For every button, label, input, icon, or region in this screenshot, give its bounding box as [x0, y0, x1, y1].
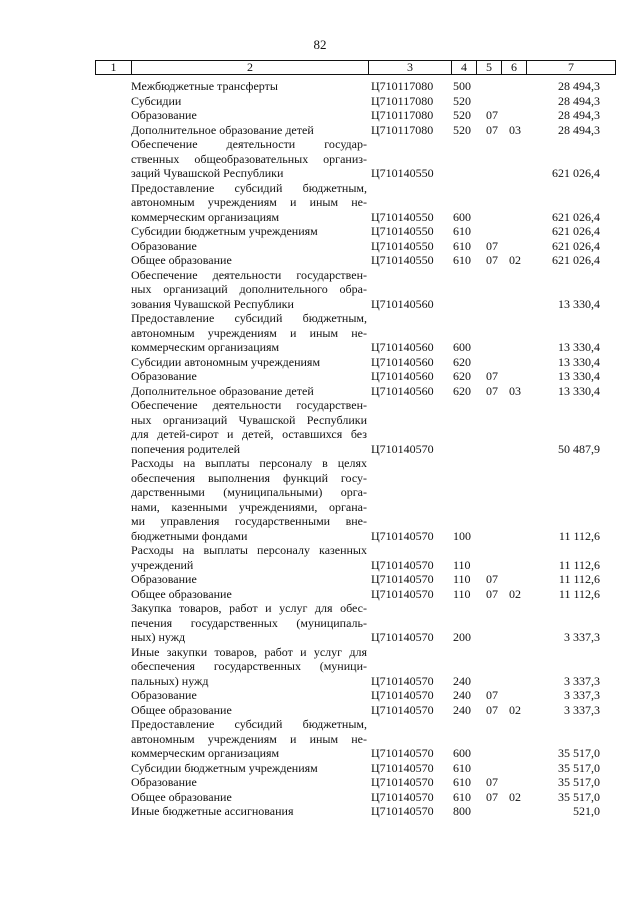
row-name-line: заций Чувашской Республики: [131, 166, 284, 180]
row-code: Ц710140570: [371, 746, 434, 760]
row-expense-type: 620: [453, 354, 471, 369]
table-row: [0, 369, 640, 384]
row-expense-type: 520: [453, 122, 471, 137]
row-name: [131, 398, 367, 456]
row-name-line: Образование: [131, 108, 197, 122]
header-col-4: 4: [451, 61, 476, 74]
header-col-3: 3: [368, 61, 451, 74]
row-name-line: коммерческим организациям: [131, 746, 280, 760]
row-name: [131, 369, 367, 384]
row-code: Ц710140570: [371, 688, 434, 702]
row-name: [131, 311, 367, 355]
row-name-line: Образование: [131, 238, 197, 253]
row-subsection: 02: [509, 789, 521, 804]
row-section: 07: [486, 789, 498, 804]
row-amount: 11 112,6: [558, 572, 600, 586]
table-row: [0, 775, 640, 790]
row-amount: 3 337,3: [564, 673, 600, 688]
row-expense-type: 520: [453, 108, 471, 122]
row-name-line: Образование: [131, 369, 197, 383]
row-section: 07: [486, 775, 498, 789]
table-row: [0, 311, 640, 355]
row-expense-type: 610: [453, 789, 471, 804]
row-amount: 13 330,4: [558, 354, 600, 369]
row-code: Ц710140560: [371, 354, 434, 369]
row-amount: 13 330,4: [558, 369, 600, 383]
row-expense-type: 610: [453, 253, 471, 267]
row-amount: 621 026,4: [552, 166, 600, 180]
row-name: [131, 355, 367, 370]
row-name-line: бюджетными фондами: [131, 528, 248, 543]
table-row: [0, 790, 640, 805]
table-row: [0, 645, 640, 689]
row-code: Ц710117080: [371, 79, 434, 93]
table-row: [0, 123, 640, 138]
row-name: [131, 645, 367, 689]
row-name: [131, 253, 367, 268]
row-subsection: 02: [509, 253, 521, 267]
row-amount: 35 517,0: [558, 789, 600, 804]
header-col-6: 6: [501, 61, 526, 74]
row-name: [131, 804, 367, 819]
row-section: 07: [486, 702, 498, 717]
row-amount: 28 494,3: [558, 93, 600, 108]
row-code: Ц710140560: [371, 369, 434, 383]
row-name-line: печения государственных (муниципаль-: [131, 615, 367, 630]
row-name: [131, 79, 367, 94]
row-amount: 621 026,4: [552, 238, 600, 253]
row-name-line: попечения родителей: [131, 441, 241, 456]
table-row: [0, 137, 640, 181]
row-name: [131, 181, 367, 225]
row-code: Ц710140570: [371, 572, 434, 586]
row-expense-type: 110: [453, 557, 471, 572]
row-expense-type: 600: [453, 209, 471, 224]
row-amount: 621 026,4: [552, 224, 600, 238]
row-subsection: 02: [509, 586, 521, 601]
row-name-line: автономным учреждениям и иным не-: [131, 195, 367, 209]
row-name-line: коммерческим организациям: [131, 209, 280, 224]
row-name-line: пальных) нужд: [131, 673, 209, 688]
table-row: [0, 804, 640, 819]
row-section: 07: [486, 253, 498, 267]
table-row: [0, 384, 640, 399]
row-name: [131, 587, 367, 602]
row-code: Ц710140570: [371, 789, 434, 804]
budget-table-body: [0, 79, 640, 819]
table-header: [95, 60, 616, 75]
row-code: Ц710140560: [371, 383, 434, 398]
table-row: [0, 543, 640, 572]
row-expense-type: 240: [453, 673, 471, 688]
row-section: 07: [486, 238, 498, 253]
row-expense-type: 610: [453, 224, 471, 238]
table-row: [0, 79, 640, 94]
row-code: Ц710140570: [371, 557, 434, 572]
row-section: 07: [486, 688, 498, 702]
row-amount: 3 337,3: [564, 630, 600, 644]
row-name: [131, 239, 367, 254]
row-name-line: учреждений: [131, 557, 194, 572]
row-expense-type: 620: [453, 369, 471, 383]
row-code: Ц710140550: [371, 253, 434, 267]
row-name: [131, 224, 367, 239]
row-name-line: Субсидии автономным учреждениям: [131, 354, 321, 369]
row-expense-type: 600: [453, 746, 471, 760]
row-name-line: зования Чувашской Республики: [131, 296, 294, 311]
row-expense-type: 500: [453, 79, 471, 93]
row-amount: 35 517,0: [558, 760, 600, 775]
row-amount: 50 487,9: [558, 441, 600, 456]
row-code: Ц710140570: [371, 673, 434, 688]
row-code: Ц710140570: [371, 630, 434, 644]
row-name-line: Образование: [131, 688, 197, 702]
row-amount: 28 494,3: [558, 108, 600, 122]
row-name-line: Расходы на выплаты персоналу в целях: [131, 456, 367, 470]
table-row: [0, 717, 640, 761]
row-expense-type: 620: [453, 383, 471, 398]
row-name-line: Образование: [131, 775, 197, 789]
row-name-line: Предоставление субсидий бюджетным,: [131, 180, 367, 195]
row-amount: 28 494,3: [558, 79, 600, 93]
table-row: [0, 601, 640, 645]
row-code: Ц710140570: [371, 760, 434, 775]
row-expense-type: 200: [453, 630, 471, 644]
row-name: [131, 775, 367, 790]
table-row: [0, 108, 640, 123]
page-number: 82: [313, 37, 327, 52]
row-name-line: Общее образование: [131, 586, 232, 601]
row-code: Ц710140570: [371, 586, 434, 601]
row-name-line: коммерческим организациям: [131, 340, 280, 354]
row-name-line: дарственными (муниципальными) орга-: [131, 485, 367, 499]
row-name: [131, 384, 367, 399]
row-name: [131, 790, 367, 805]
row-name-line: Образование: [131, 572, 197, 586]
row-code: Ц710117080: [371, 122, 434, 137]
row-name-line: ных организаций дополнительного обра-: [131, 282, 367, 296]
row-code: Ц710117080: [371, 108, 434, 122]
row-name-line: Иные закупки товаров, работ и услуг для: [131, 644, 367, 659]
row-amount: 28 494,3: [558, 122, 600, 137]
row-amount: 3 337,3: [564, 702, 600, 717]
row-amount: 621 026,4: [552, 253, 600, 267]
row-section: 07: [486, 108, 498, 122]
row-section: 07: [486, 122, 498, 137]
row-name: [131, 572, 367, 587]
table-row: [0, 224, 640, 239]
row-name-line: Закупка товаров, работ и услуг для обес-: [131, 601, 367, 615]
row-name-line: Субсидии: [131, 93, 182, 108]
header-col-5: 5: [476, 61, 501, 74]
row-code: Ц710140570: [371, 441, 434, 456]
table-row: [0, 398, 640, 456]
row-expense-type: 610: [453, 775, 471, 789]
row-name: [131, 123, 367, 138]
row-name: [131, 703, 367, 718]
row-amount: 3 337,3: [564, 688, 600, 702]
row-subsection: 02: [509, 702, 521, 717]
row-amount: 11 112,6: [558, 528, 600, 543]
row-name-line: Общее образование: [131, 253, 232, 267]
row-name-line: Обеспечение деятельности государствен-: [131, 267, 367, 282]
row-name-line: Дополнительное образование детей: [131, 122, 314, 137]
table-row: [0, 456, 640, 543]
header-col-7: 7: [526, 61, 615, 74]
row-amount: 11 112,6: [558, 586, 600, 601]
row-code: Ц710140550: [371, 224, 434, 238]
row-amount: 621 026,4: [552, 209, 600, 224]
row-name: [131, 94, 367, 109]
row-name: [131, 717, 367, 761]
row-name-line: автономным учреждениям и иным не-: [131, 731, 367, 746]
row-amount: 521,0: [573, 804, 600, 818]
row-name: [131, 268, 367, 312]
row-expense-type: 100: [453, 528, 471, 543]
table-row: [0, 355, 640, 370]
row-section: 07: [486, 586, 498, 601]
row-name: [131, 761, 367, 776]
row-code: Ц710140560: [371, 296, 434, 311]
row-name-line: Предоставление субсидий бюджетным,: [131, 717, 367, 731]
row-code: Ц710140550: [371, 166, 434, 180]
row-name-line: ственных общеобразовательных организ-: [131, 151, 367, 166]
row-amount: 35 517,0: [558, 775, 600, 789]
row-code: Ц710140550: [371, 209, 434, 224]
row-amount: 13 330,4: [558, 340, 600, 354]
table-row: [0, 703, 640, 718]
row-expense-type: 610: [453, 238, 471, 253]
row-code: Ц710140570: [371, 702, 434, 717]
row-code: Ц710140560: [371, 340, 434, 354]
row-subsection: 03: [509, 122, 521, 137]
header-col-1: 1: [110, 60, 117, 74]
row-name-line: нами, казенными учреждениями, органа-: [131, 499, 367, 514]
row-name-line: Субсидии бюджетным учреждениям: [131, 224, 318, 238]
row-subsection: 03: [509, 383, 521, 398]
table-row: [0, 587, 640, 602]
row-name-line: Дополнительное образование детей: [131, 383, 314, 398]
row-name-line: Общее образование: [131, 789, 232, 804]
row-name: [131, 688, 367, 703]
row-amount: 13 330,4: [558, 383, 600, 398]
row-name-line: Расходы на выплаты персоналу казенных: [131, 543, 367, 557]
row-name-line: Субсидии бюджетным учреждениям: [131, 760, 318, 775]
row-name-line: Общее образование: [131, 702, 232, 717]
row-name-line: ми управления государственными вне-: [131, 514, 367, 528]
row-code: Ц710117080: [371, 93, 434, 108]
row-name: [131, 137, 367, 181]
row-name-line: Предоставление субсидий бюджетным,: [131, 311, 367, 325]
row-amount: 35 517,0: [558, 746, 600, 760]
row-expense-type: 800: [453, 804, 471, 818]
row-expense-type: 110: [453, 586, 471, 601]
row-name-line: Иные бюджетные ассигнования: [131, 804, 294, 818]
table-row: [0, 761, 640, 776]
row-expense-type: 110: [453, 572, 471, 586]
row-name-line: Обеспечение деятельности государ-: [131, 137, 367, 151]
row-expense-type: 520: [453, 93, 471, 108]
row-section: 07: [486, 383, 498, 398]
row-name-line: обеспечения государственных (муници-: [131, 659, 367, 673]
row-section: 07: [486, 572, 498, 586]
row-code: Ц710140570: [371, 804, 434, 818]
row-amount: 13 330,4: [558, 296, 600, 311]
header-col-2: 2: [131, 61, 368, 74]
row-name-line: ных организаций Чувашской Республики: [131, 412, 367, 427]
row-name-line: для детей-сирот и детей, оставшихся без: [131, 427, 367, 441]
row-expense-type: 240: [453, 702, 471, 717]
row-name-line: обеспечения выполнения функций госу-: [131, 470, 367, 485]
row-name: [131, 543, 367, 572]
row-expense-type: 610: [453, 760, 471, 775]
row-name-line: автономным учреждениям и иным не-: [131, 325, 367, 340]
row-name: [131, 108, 367, 123]
row-name: [131, 601, 367, 645]
row-expense-type: 240: [453, 688, 471, 702]
row-name-line: Обеспечение деятельности государствен-: [131, 398, 367, 412]
row-code: Ц710140550: [371, 238, 434, 253]
table-row: [0, 239, 640, 254]
row-name-line: Межбюджетные трансферты: [131, 79, 278, 93]
table-row: [0, 572, 640, 587]
row-amount: 11 112,6: [558, 557, 600, 572]
table-row: [0, 94, 640, 109]
table-row: [0, 688, 640, 703]
row-code: Ц710140570: [371, 775, 434, 789]
row-code: Ц710140570: [371, 528, 434, 543]
row-name: [131, 456, 367, 543]
row-section: 07: [486, 369, 498, 383]
table-row: [0, 268, 640, 312]
row-expense-type: 600: [453, 340, 471, 354]
table-row: [0, 181, 640, 225]
table-row: [0, 253, 640, 268]
row-name-line: ных) нужд: [131, 630, 186, 644]
